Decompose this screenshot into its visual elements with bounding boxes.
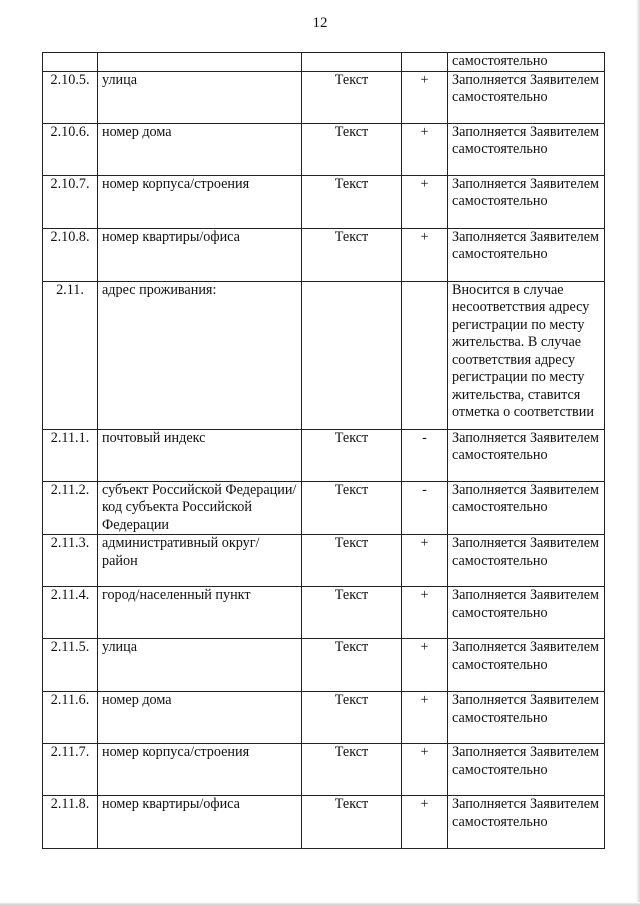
required-mark: + — [402, 692, 448, 744]
table-row — [43, 71, 605, 123]
required-mark: - — [402, 429, 448, 481]
row-number: 2.11.1. — [43, 429, 98, 481]
field-type: Текст — [302, 123, 402, 175]
scan-edge-shadow — [636, 0, 640, 905]
fill-note: Заполняется Заявителем самостоятельно — [448, 175, 605, 228]
required-mark: + — [402, 228, 448, 281]
field-type: Текст — [302, 71, 402, 123]
continuation-row — [43, 53, 605, 72]
fill-note: Заполняется Заявителем самостоятельно — [448, 796, 605, 849]
required-mark — [402, 281, 448, 429]
required-mark — [402, 53, 448, 72]
page-number: 12 — [312, 15, 328, 31]
required-mark: + — [402, 71, 448, 123]
field-type: Текст — [302, 639, 402, 692]
required-mark: + — [402, 587, 448, 639]
table-row — [43, 281, 605, 429]
required-mark: + — [402, 744, 448, 796]
table-row — [43, 639, 605, 692]
fill-note: Вносится в случае несоответствия адресу регистрации по месту жительства. В случае соответствия адресу регистрации по месту жительства, ставится отметка о соответствии — [448, 281, 605, 429]
field-type: Текст — [302, 228, 402, 281]
fill-note: Заполняется Заявителем самостоятельно — [448, 587, 605, 639]
field-name: город/населенный пункт — [98, 587, 302, 639]
fill-note: Заполняется Заявителем самостоятельно — [448, 123, 605, 175]
fill-note: Заполняется Заявителем самостоятельно — [448, 71, 605, 123]
field-name: номер квартиры/офиса — [98, 796, 302, 849]
field-type — [302, 53, 402, 72]
field-name: административный округ/ район — [98, 535, 302, 587]
row-number: 2.10.6. — [43, 123, 98, 175]
fill-note: Заполняется Заявителем самостоятельно — [448, 228, 605, 281]
field-type: Текст — [302, 481, 402, 535]
required-mark: + — [402, 796, 448, 849]
field-name: номер дома — [98, 123, 302, 175]
row-number — [43, 53, 98, 72]
table-row — [43, 535, 605, 587]
field-type: Текст — [302, 744, 402, 796]
field-name: адрес проживания: — [98, 281, 302, 429]
field-name: номер дома — [98, 692, 302, 744]
row-number: 2.10.8. — [43, 228, 98, 281]
fill-note: Заполняется Заявителем самостоятельно — [448, 481, 605, 535]
field-name: субъект Российской Федерации/код субъекта Российской Федерации — [98, 481, 302, 535]
fill-note: Заполняется Заявителем самостоятельно — [448, 535, 605, 587]
table-row — [43, 228, 605, 281]
row-number: 2.11.8. — [43, 796, 98, 849]
table-row — [43, 123, 605, 175]
table-row — [43, 744, 605, 796]
field-name: почтовый индекс — [98, 429, 302, 481]
required-mark: + — [402, 123, 448, 175]
field-name: улица — [98, 71, 302, 123]
field-type: Текст — [302, 587, 402, 639]
row-number: 2.11.7. — [43, 744, 98, 796]
field-type: Текст — [302, 692, 402, 744]
fill-note: Заполняется Заявителем самостоятельно — [448, 639, 605, 692]
table-row — [43, 481, 605, 535]
field-type: Текст — [302, 796, 402, 849]
field-type — [302, 281, 402, 429]
field-name — [98, 53, 302, 72]
field-type: Текст — [302, 175, 402, 228]
row-number: 2.11.4. — [43, 587, 98, 639]
required-mark: + — [402, 535, 448, 587]
required-mark: - — [402, 481, 448, 535]
table-row — [43, 587, 605, 639]
field-type: Текст — [302, 429, 402, 481]
table-row — [43, 429, 605, 481]
row-number: 2.10.7. — [43, 175, 98, 228]
row-number: 2.11. — [43, 281, 98, 429]
field-type: Текст — [302, 535, 402, 587]
table-row — [43, 175, 605, 228]
fill-note: Заполняется Заявителем самостоятельно — [448, 429, 605, 481]
fill-note: Заполняется Заявителем самостоятельно — [448, 692, 605, 744]
row-number: 2.11.3. — [43, 535, 98, 587]
table-row — [43, 796, 605, 849]
fill-note: Заполняется Заявителем самостоятельно — [448, 744, 605, 796]
table-row — [43, 692, 605, 744]
field-name: улица — [98, 639, 302, 692]
field-name: номер квартиры/офиса — [98, 228, 302, 281]
fill-note: самостоятельно — [448, 53, 605, 72]
fields-table — [42, 52, 605, 849]
field-name: номер корпуса/строения — [98, 175, 302, 228]
required-mark: + — [402, 639, 448, 692]
row-number: 2.11.5. — [43, 639, 98, 692]
row-number: 2.11.6. — [43, 692, 98, 744]
field-name: номер корпуса/строения — [98, 744, 302, 796]
row-number: 2.11.2. — [43, 481, 98, 535]
required-mark: + — [402, 175, 448, 228]
row-number: 2.10.5. — [43, 71, 98, 123]
